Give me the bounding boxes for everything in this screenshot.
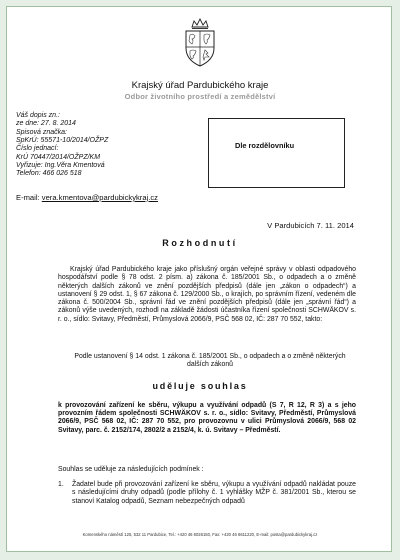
- reference-line: [16, 129, 191, 137]
- list-item: [58, 481, 356, 506]
- office-name: Krajský úřad Pardubického kraje: [131, 80, 269, 91]
- reference-value: Ing.Věra Kmentová: [44, 162, 105, 170]
- reference-line: [16, 145, 191, 153]
- department-name: Odbor životního prostředí a zemědělství: [124, 92, 276, 101]
- reference-line: [16, 120, 191, 128]
- coat-of-arms-icon: [181, 18, 219, 68]
- reference-value: 466 026 518: [42, 170, 82, 178]
- date-line: V Pardubicích 7. 11. 2014: [267, 221, 354, 230]
- reference-block: [16, 112, 191, 179]
- email-line: [16, 193, 158, 202]
- condition-text: Žadatel bude při provozování zařízení ke sběru, výkupu a využívání odpadů nakládat pouze s následujícími druhy odpadů (podle přílohy č. 1 vyhlášky MŽP č. 381/2001 Sb., kterou se stanoví Katalog odpadů, Seznam nebezpečných odpadů: [72, 481, 356, 505]
- reference-line: [16, 112, 191, 120]
- email-label: E-mail:: [16, 193, 40, 202]
- reference-label: Telefon:: [16, 170, 41, 178]
- reference-line: [16, 162, 191, 170]
- reference-value: SpKrÚ: 55571-10/2014/OŽPZ: [16, 137, 109, 145]
- reference-label: Spisová značka:: [16, 128, 67, 136]
- reference-label: ze dne:: [16, 120, 39, 128]
- decision-title: Rozhodnutí: [162, 238, 238, 248]
- reference-label: Váš dopis zn.:: [16, 112, 60, 119]
- paragraph-text: Krajský úřad Pardubického kraje jako příslušný orgán veřejné správy v oblasti odpadového hospodářství podle § 78 odst. 2 písm. a) zákona č. 185/2001 Sb., o odpadech a o změně některých dalších zákonů ve znění pozdějších předpisů (dále jen „zákon o odpadech“) a ustanovení § 29 odst. 1, § 67 zákona č. 129/2000 Sb., o krajích, po správním řízení, vedeném dle zákona č. 500/2004 Sb., správní řád ve znění pozdějších předpisů (dále jen „správní řád“) a zákonů výše uvedených, rozhodl na základě žádosti účastníka řízení společnosti SCHWÄKOV s. r. o., sídlo: Svitavy, Předměstí, Průmyslová 2066/9, PSČ 568 02, IČ: 287 70 552, takto:: [58, 266, 356, 323]
- reference-line: [16, 170, 191, 178]
- reference-value: 27. 8. 2014: [40, 120, 76, 128]
- reference-label: Číslo jednací:: [16, 145, 59, 153]
- reference-value: KrÚ 70447/2014/OŽPZ/KM: [16, 153, 101, 161]
- condition-number: 1.: [58, 481, 64, 488]
- recipient-box: [208, 118, 345, 188]
- grant-title: uděluje souhlas: [152, 381, 248, 391]
- reference-label: Vyřizuje:: [16, 162, 43, 170]
- paragraph-legal-basis: Podle ustanovení § 14 odst. 1 zákona č. 185/2001 Sb., o odpadech a o změně některých dalších zákonů: [74, 353, 346, 369]
- recipient-text: Dle rozdělovníku: [235, 141, 295, 150]
- reference-line: [16, 154, 191, 162]
- conditions-list: [58, 481, 356, 506]
- conditions-intro: Souhlas se uděluje za následujících podmínek :: [58, 466, 204, 473]
- email-link[interactable]: vera.kmentova@pardubickykraj.cz: [41, 193, 158, 202]
- footer-contact: Komenského náměstí 125, 532 11 Pardubice, Tel.: +420 46 6026150, Fax: +420 46 6611220, E-mail: posta@pardubickykraj.cz: [82, 532, 318, 537]
- paragraph-authority: [58, 266, 356, 324]
- paragraph-consent: k provozování zařízení ke sběru, výkupu a využívání odpadů (S 7, R 12, R 3) a s jeho provozním řádem společnosti SCHWÄKOV s. r. o., sídlo: Svitavy, Předměstí, Průmyslová 2066/9, PSČ 568 02, IČ: 287 70 552, pro provozovnu v ulici Průmyslová 2066/9, 568 02 Svitavy, parc. č. 2152/174, 2802/2 a 2152/4, k. ú. Svitavy – Předměstí.: [58, 402, 356, 434]
